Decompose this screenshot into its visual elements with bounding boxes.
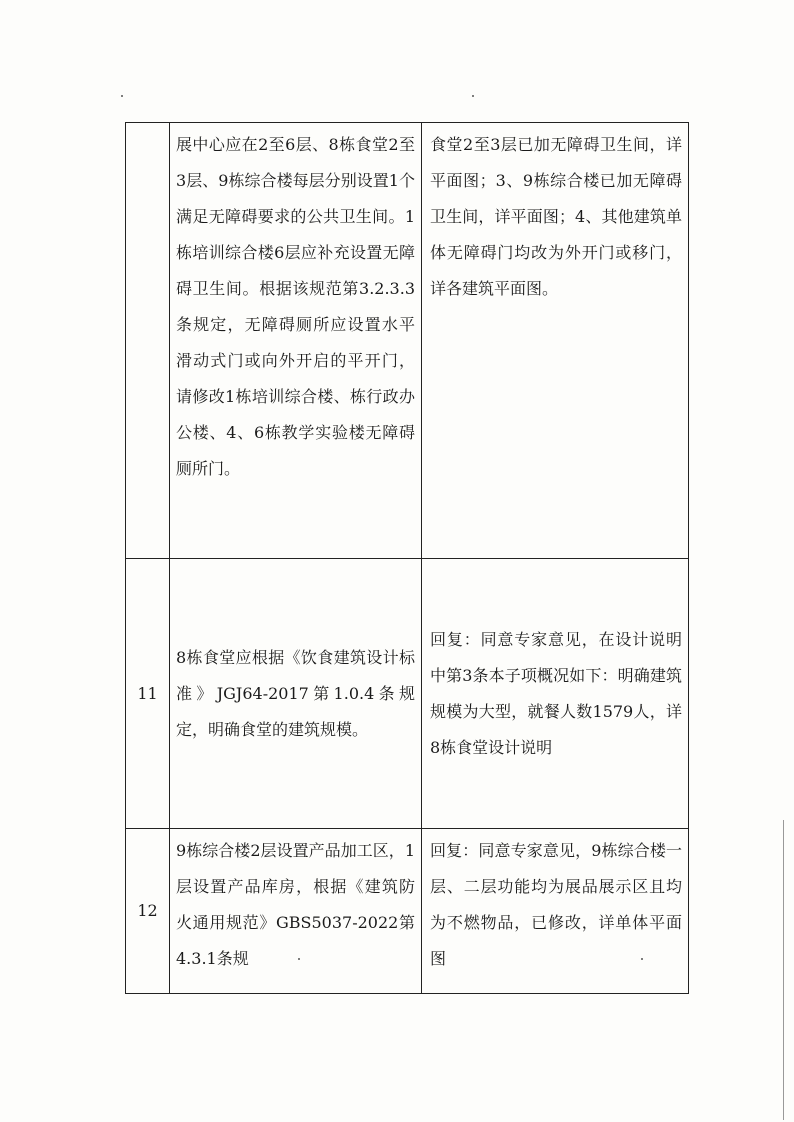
table-row xyxy=(126,559,689,829)
row-number: 12 xyxy=(126,829,170,994)
issue-cell xyxy=(170,559,422,829)
reply-text: 回复：同意专家意见，在设计说明中第3条本子项概况如下：明确建筑规模为大型，就餐人数1579人，详8栋食堂设计说明 xyxy=(430,629,682,757)
issue-text: 8栋食堂应根据《饮食建筑设计标准》JGJ64-2017第1.0.4条规定，明确食堂的建筑规模。 xyxy=(176,647,415,739)
issue-cell xyxy=(170,123,422,559)
table-row xyxy=(126,123,689,559)
issue-text: 9栋综合楼2层设置产品加工区，1层设置产品库房，根据《建筑防火通用规范》GBS5037-2022第4.3.1条规 xyxy=(176,841,415,968)
review-table xyxy=(125,122,689,994)
reply-text: 食堂2至3层已加无障碍卫生间，详平面图；3、9栋综合楼已加无障碍卫生间，详平面图；4、其他建筑单体无障碍门均改为外开门或移门，详各建筑平面图。 xyxy=(430,135,682,298)
table-row xyxy=(126,829,689,994)
row-number xyxy=(126,123,170,559)
reply-cell xyxy=(422,123,689,559)
scan-speck xyxy=(472,95,474,97)
reply-text: 回复：同意专家意见，9栋综合楼一层、二层功能均为展品展示区且均为不燃物品，已修改，详单体平面图 xyxy=(430,841,682,968)
scan-speck xyxy=(121,95,123,97)
scan-edge-line xyxy=(783,820,784,1120)
issue-cell xyxy=(170,829,422,994)
issue-text: 展中心应在2至6层、8栋食堂2至3层、9栋综合楼每层分别设置1个满足无障碍要求的公共卫生间。1栋培训综合楼6层应补充设置无障碍卫生间。根据该规范第3.2.3.3条规定，无障碍厕所应设置水平滑动式门或向外开启的平开门，请修改1栋培训综合楼、栋行政办公楼、4、6栋教学实验楼无障碍厕所门。 xyxy=(176,135,415,478)
reply-cell xyxy=(422,559,689,829)
row-number: 11 xyxy=(126,559,170,829)
reply-cell xyxy=(422,829,689,994)
